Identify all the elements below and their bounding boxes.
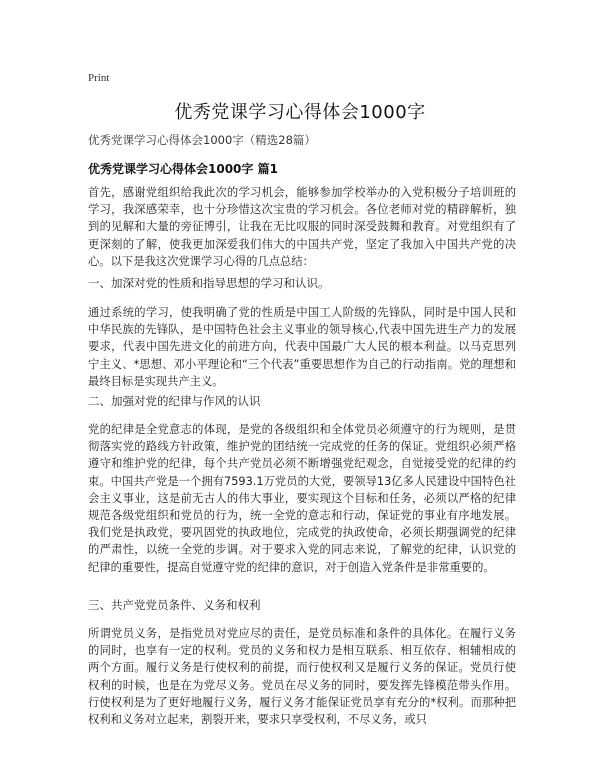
intro-paragraph: 首先，感谢党组织给我此次的学习机会，能够参加学校举办的入党积极分子培训班的学习，我深感荣幸，也十分珍惜这次宝贵的学习机会。各位老师对党的精辟解析，独到的见解和大量的旁征博引，让我在无比叹服的同时深受鼓舞和教育。对党组织有了更深刻的了解，使我更加深爱我们伟大的中国共产党，坚定了我加入中国共产党的决心。以下是我这次党课学习心得的几点总结： (88, 186, 516, 268)
document-subtitle: 优秀党课学习心得体会1000字（精选28篇） (88, 133, 316, 147)
section-1-heading: 一、加深对党的性质和指导思想的学习和认识。 (88, 276, 330, 290)
article-heading: 优秀党课学习心得体会1000字 篇1 (88, 162, 278, 176)
section-3-heading: 三、共产党党员条件、义务和权利 (88, 598, 261, 612)
section-1-body: 通过系统的学习，使我明确了党的性质是中国工人阶级的先锋队，同时是中国人民和中华民族的先锋队，是中国特色社会主义事业的领导核心,代表中国先进生产力的发展要求，代表中国先进文化的前进方向，代表中国最广大人民的根本利益。以马克思列宁主义、*思想、邓小平理论和“三个代表”重要思想作为自己的行动指南。党的理想和最终目标是实现共产主义。 (88, 306, 516, 388)
section-3-body: 所谓党员义务，是指党员对党应尽的责任，是党员标准和条件的具体化。在履行义务的同时，也享有一定的权利。党员的义务和权力是相互联系、相互依存、相辅相成的两个方面。履行义务是行使权利的前提，而行使权利又是履行义务的保证。党员行使权利的时候，也是在为党尽义务。党员在尽义务的同时，要发挥先锋模范带头作用。行使权利是为了更好地履行义务，履行义务才能保证党员享有充分的*权利。而那种把权利和义务对立起来，割裂开来，要求只享受权利，不尽义务，或只 (88, 627, 516, 727)
section-2-heading: 二、加强对党的纪律与作风的认识 (88, 394, 261, 408)
document-title: 优秀党课学习心得体会1000字 (174, 102, 426, 123)
section-2-body: 党的纪律是全党意志的体现，是党的各级组织和全体党员必须遵守的行为规则，是贯彻落实党的路线方针政策，维护党的团结统一完成党的任务的保证。党组织必须严格遵守和维护党的纪律，每个共产党员必须不断增强党纪观念，自觉接受党的纪律的约束。中国共产党是一个拥有7593.1万党员的大党，要领导13亿多人民建设中国特色社会主义事业，这是前无古人的伟大事业，要实现这个目标和任务，必须以严格的纪律规范各级党组织和党员的行为，统一全党的意志和行动，保证党的事业有序地发展。我们党是执政党，要巩固党的执政地位，完成党的执政使命，必须长期强调党的纪律的严肃性，以统一全党的步调。对于要求入党的同志来说，了解党的纪律，认识党的纪律的重要性，提高自觉遵守党的纪律的意识，对于创造入党条件是非常重要的。 (88, 423, 516, 574)
print-label: Print (88, 72, 110, 84)
